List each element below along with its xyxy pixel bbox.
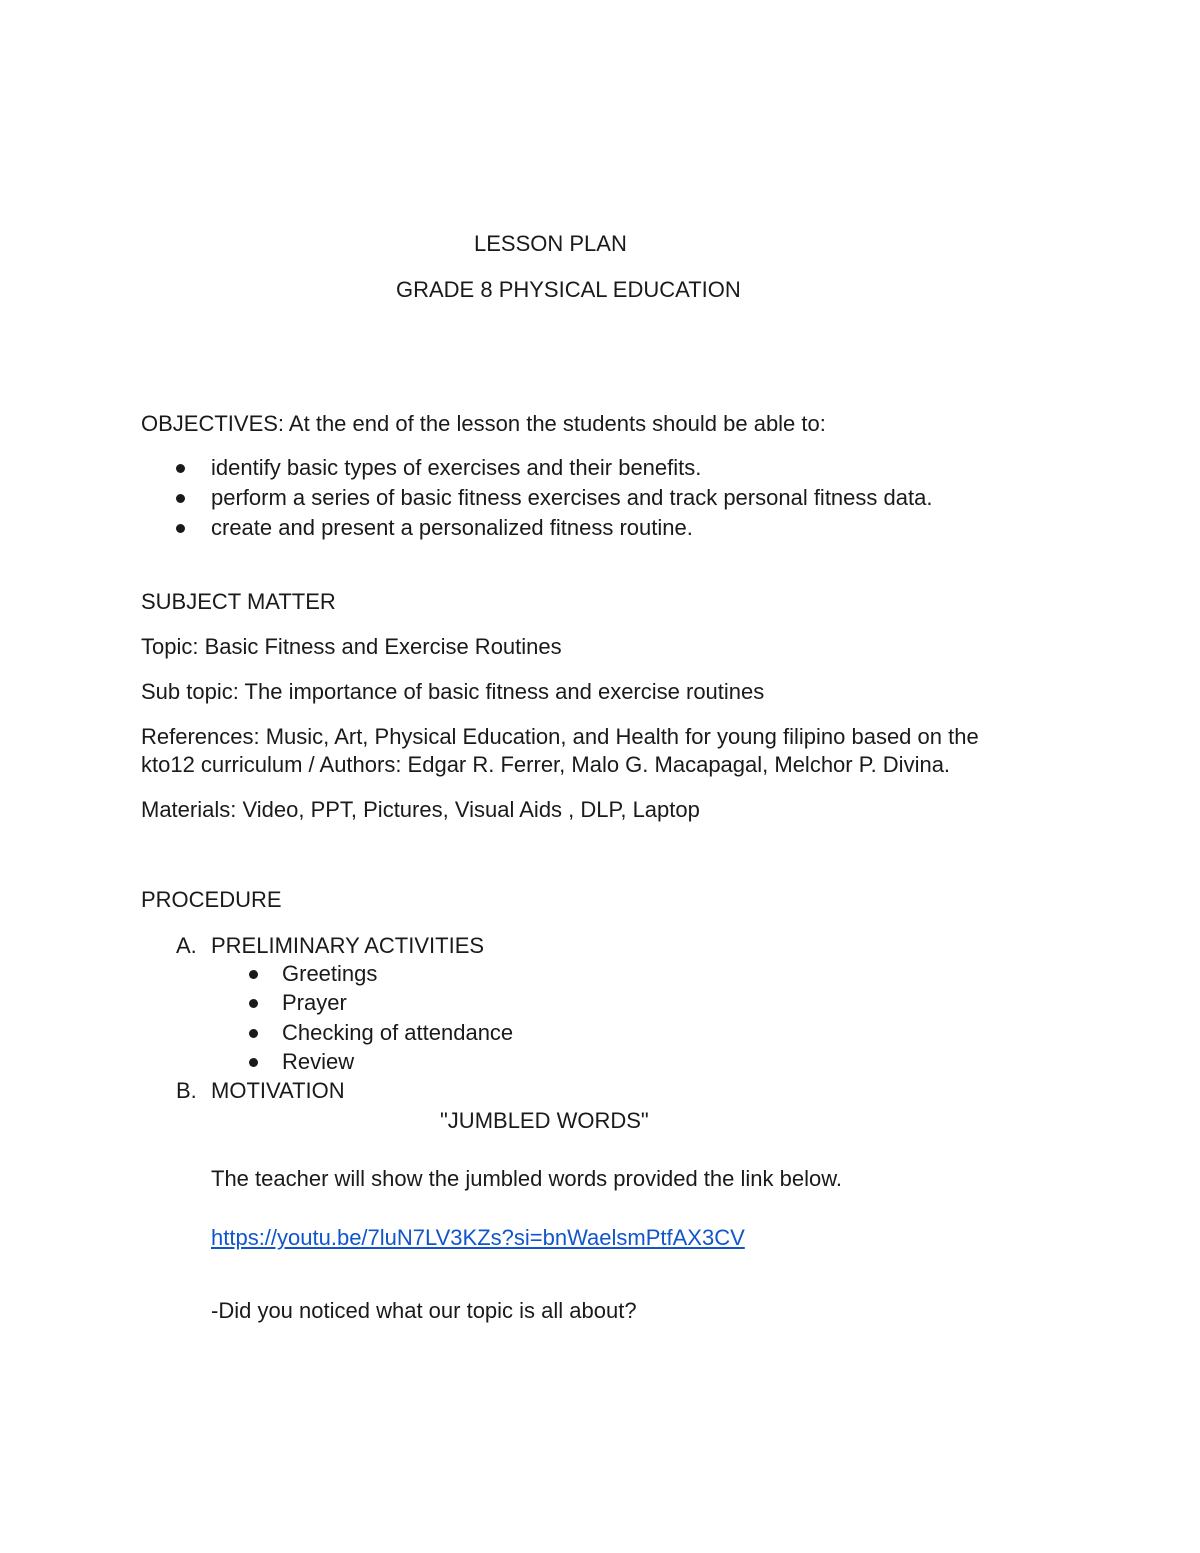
bullet-dot [249,999,258,1008]
activity-title: "JUMBLED WORDS" [440,1108,649,1133]
section-b-letter: B. [176,1078,197,1103]
subject-matter-heading: SUBJECT MATTER [141,589,336,614]
objective-item: create and present a personalized fitness routine. [211,515,693,540]
topic-line: Topic: Basic Fitness and Exercise Routines [141,634,562,659]
objective-item: perform a series of basic fitness exercises and track personal fitness data. [211,485,933,510]
bullet-dot [176,494,185,503]
section-a-label: PRELIMINARY ACTIVITIES [211,933,485,958]
references-line-2: kto12 curriculum / Authors: Edgar R. Ferrer, Malo G. Macapagal, Melchor P. Divina. [141,752,951,777]
teacher-instruction: The teacher will show the jumbled words provided the link below. [211,1166,842,1191]
procedure-heading: PROCEDURE [141,887,282,912]
bullet-dot [249,1058,258,1067]
activity-item: Prayer [282,990,347,1015]
motivation-question: -Did you noticed what our topic is all about? [211,1298,637,1323]
page-title: LESSON PLAN [474,231,627,256]
activity-item: Review [282,1049,355,1074]
section-a-letter: A. [176,933,197,958]
references-line-1: References: Music, Art, Physical Education, and Health for young filipino based on the [141,724,979,749]
materials-line: Materials: Video, PPT, Pictures, Visual Aids , DLP, Laptop [141,797,700,822]
page-subtitle: GRADE 8 PHYSICAL EDUCATION [396,277,741,302]
objectives-intro: OBJECTIVES: At the end of the lesson the students should be able to: [141,411,826,436]
activity-item: Greetings [282,961,378,986]
subtopic-line: Sub topic: The importance of basic fitness and exercise routines [141,679,765,704]
bullet-dot [249,1029,258,1038]
section-b-label: MOTIVATION [211,1078,345,1103]
bullet-dot [176,524,185,533]
youtube-link[interactable]: https://youtu.be/7luN7LV3KZs?si=bnWaelsmPtfAX3CV [211,1225,745,1250]
activity-item: Checking of attendance [282,1020,514,1045]
bullet-dot [249,970,258,979]
bullet-dot [176,464,185,473]
objective-item: identify basic types of exercises and their benefits. [211,455,702,480]
